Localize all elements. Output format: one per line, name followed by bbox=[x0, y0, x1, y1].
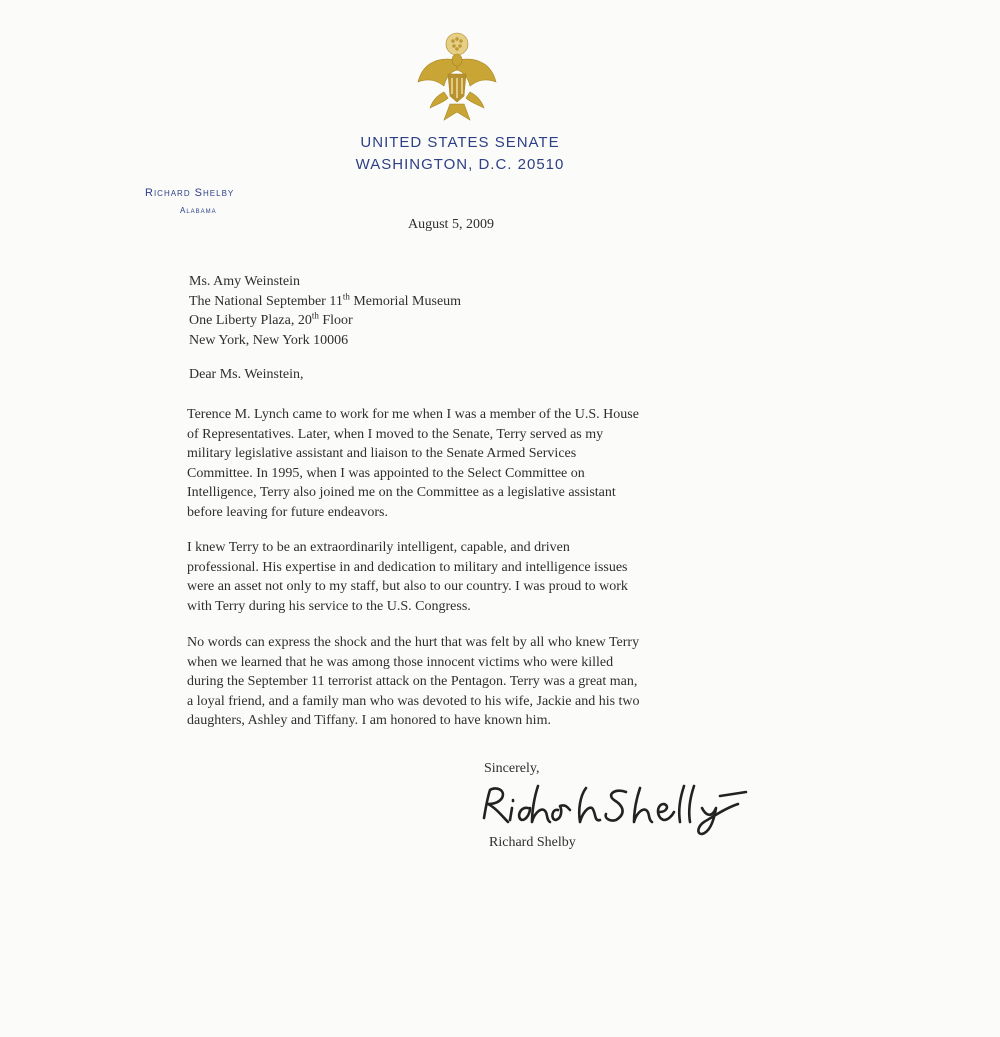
paragraph-line: a loyal friend, and a family man who was devoted to his wife, Jackie and his two bbox=[187, 693, 640, 709]
paragraph-line: military legislative assistant and liaison to the Senate Armed Services bbox=[187, 446, 577, 461]
paragraph-line: professional. His expertise in and dedication to military and intelligence issues bbox=[187, 559, 628, 575]
paragraph-line: Terence M. Lynch came to work for me when I was a member of the U.S. House bbox=[187, 407, 639, 422]
great-seal-eagle-icon bbox=[414, 30, 500, 126]
paragraph-line: daughters, Ashley and Tiffany. I am honored to have known him. bbox=[187, 713, 551, 728]
paragraph-line: were an asset not only to my staff, but also to our country. I was proud to work bbox=[187, 579, 628, 594]
recipient-name: Ms. Amy Weinstein bbox=[189, 274, 301, 289]
paragraph-line: Intelligence, Terry also joined me on the Committee as a legislative assistant bbox=[187, 485, 616, 500]
recipient-city: New York, New York 10006 bbox=[189, 332, 349, 348]
body-paragraph-1 bbox=[187, 405, 747, 522]
paragraph-line: I knew Terry to be an extraordinarily intelligent, capable, and driven bbox=[187, 540, 570, 555]
paragraph-line: with Terry during his service to the U.S. Congress. bbox=[187, 598, 471, 614]
paragraph-line: of Representatives. Later, when I moved to the Senate, Terry served as my bbox=[187, 426, 604, 442]
senator-name: Richard Shelby bbox=[145, 187, 235, 199]
body-paragraph-3 bbox=[187, 633, 747, 731]
body-paragraph-2 bbox=[187, 538, 747, 616]
letter-date: August 5, 2009 bbox=[408, 217, 494, 232]
paragraph-line: before leaving for future endeavors. bbox=[187, 504, 388, 520]
recipient-organization: The National September 11th Memorial Museum bbox=[189, 290, 462, 309]
paragraph-line: during the September 11 terrorist attack on the Pentagon. Terry was a great man, bbox=[187, 674, 638, 689]
letterhead-line-2: WASHINGTON, D.C. 20510 bbox=[355, 156, 565, 173]
letterhead-line-1: UNITED STATES SENATE bbox=[360, 134, 560, 151]
signer-name: Richard Shelby bbox=[489, 835, 576, 850]
paragraph-line: Committee. In 1995, when I was appointed to the Select Committee on bbox=[187, 465, 585, 481]
paragraph-line: when we learned that he was among those innocent victims who were killed bbox=[187, 654, 614, 670]
closing: Sincerely, bbox=[484, 761, 540, 776]
paragraph-line: No words can express the shock and the hurt that was felt by all who knew Terry bbox=[187, 635, 640, 650]
salutation: Dear Ms. Weinstein, bbox=[189, 367, 304, 382]
senator-state: Alabama bbox=[180, 206, 217, 215]
recipient-street: One Liberty Plaza, 20th Floor bbox=[189, 310, 353, 328]
recipient-address bbox=[189, 272, 461, 350]
handwritten-signature bbox=[476, 778, 756, 838]
